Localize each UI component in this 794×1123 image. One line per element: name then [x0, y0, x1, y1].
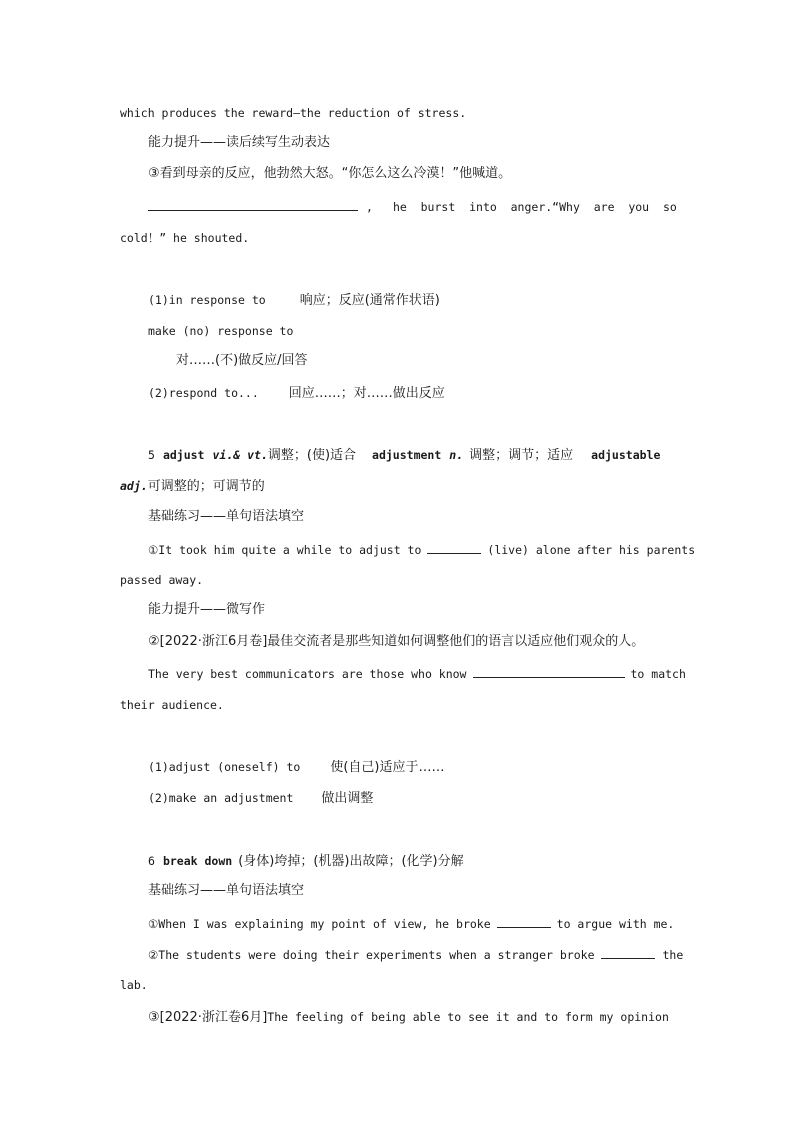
phrase: (1)in response to	[148, 293, 266, 307]
headword: adjust	[162, 448, 205, 462]
meaning: 可调整的；可调节的	[147, 479, 265, 494]
exercise-sentence	[148, 945, 683, 964]
punct: ,	[366, 200, 373, 214]
vocab-entry	[148, 852, 464, 871]
derived-word: adjustable	[591, 448, 661, 462]
phrase-entry	[148, 789, 373, 808]
text-line: lab.	[120, 978, 148, 992]
sentence-text: ①When I was explaining my point of view, he broke	[148, 917, 491, 931]
text-line: cold！” he shouted.	[120, 231, 250, 245]
vocab-entry-cont	[120, 477, 265, 496]
text-line: passed away.	[120, 573, 204, 587]
entry-number: 6	[148, 854, 155, 868]
text-line: which produces the reward—the reduction of stress.	[120, 106, 467, 120]
phrase: (2)make an adjustment	[148, 791, 294, 805]
text-line: their audience.	[120, 698, 224, 712]
exercise-sentence	[148, 1008, 669, 1027]
sentence-text: the	[662, 948, 684, 962]
meaning: 响应；反应(通常作状语)	[299, 293, 440, 308]
sentence-text: to match	[630, 667, 686, 681]
phrase: make (no) response to	[148, 324, 294, 338]
exercise-sentence	[148, 540, 695, 559]
derived-word: adjustment	[372, 448, 442, 462]
part-of-speech: adj.	[120, 479, 148, 493]
phrase: (1)adjust (oneself) to	[148, 760, 301, 774]
sentence-text: ②The students were doing their experiments when a stranger broke	[148, 948, 595, 962]
sentence-text: The feeling of being able to see it and to form my opinion	[267, 1010, 669, 1024]
exercise-sentence	[148, 664, 686, 683]
meaning: (身体)垮掉；(机器)出故障；(化学)分解	[238, 854, 464, 869]
meaning: 使(自己)适应于……	[330, 760, 445, 775]
meaning: 对……(不)做反应/回答	[176, 353, 308, 368]
exercise-sentence	[148, 197, 677, 216]
section-heading: 基础练习——单句语法填空	[148, 509, 305, 524]
answer-blank[interactable]	[601, 945, 655, 959]
sentence-text: ①It took him quite a while to adjust to	[148, 543, 422, 557]
phrase-entry	[148, 384, 445, 403]
phrase: (2)respond to...	[148, 386, 259, 400]
answer-blank[interactable]	[497, 914, 551, 928]
headword: break down	[162, 854, 233, 868]
section-heading: 能力提升——读后续写生动表达	[148, 135, 331, 150]
phrase-entry	[148, 758, 444, 777]
sentence-text: he burst into anger.“Why are you so	[392, 200, 677, 214]
answer-blank[interactable]	[473, 664, 625, 678]
source-tag: ③[2022·浙江卷6月]	[148, 1010, 268, 1025]
exercise-prompt: ③看到母亲的反应，他勃然大怒。“你怎么这么冷漠！”他喊道。	[148, 166, 512, 181]
exercise-sentence	[148, 914, 674, 933]
sentence-text: to argue with me.	[556, 917, 675, 931]
meaning: 回应……；对……做出反应	[288, 386, 445, 401]
section-heading: 基础练习——单句语法填空	[148, 883, 305, 898]
meaning: 调整；(使)适合	[267, 448, 357, 463]
section-heading: 能力提升——微写作	[148, 602, 266, 617]
part-of-speech: vi.& vt.	[212, 448, 268, 462]
answer-blank[interactable]	[427, 540, 481, 554]
sentence-text: (live) alone after his parents	[487, 543, 696, 557]
entry-number: 5	[148, 448, 155, 462]
part-of-speech: n.	[449, 448, 464, 462]
meaning: 调整；调节；适应	[469, 448, 574, 463]
meaning: 做出调整	[321, 791, 374, 806]
exercise-prompt: ②[2022·浙江6月卷]最佳交流者是那些知道如何调整他们的语言以适应他们观众的人。	[148, 634, 645, 649]
sentence-text: The very best communicators are those who know	[148, 667, 467, 681]
phrase-entry	[148, 291, 440, 310]
vocab-entry	[148, 446, 660, 465]
answer-blank[interactable]	[148, 197, 358, 211]
